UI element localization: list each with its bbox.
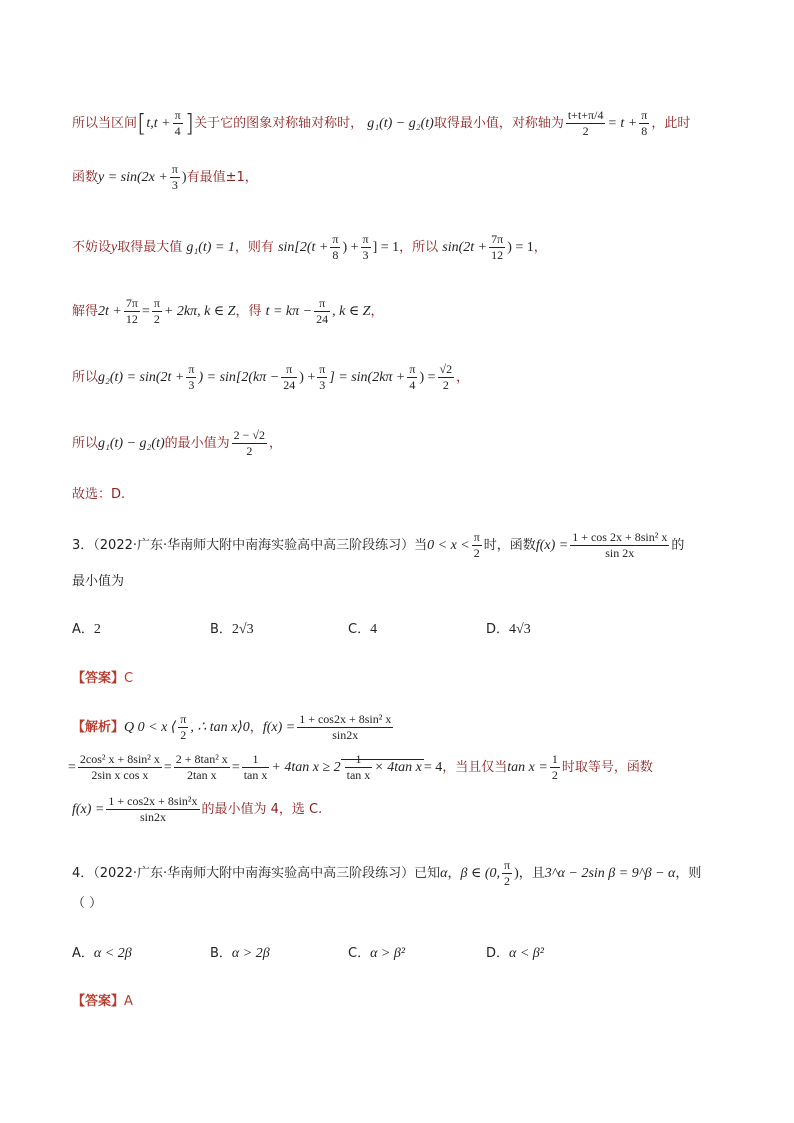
fraction: $\frac{\pi}{4}$ (174, 108, 181, 138)
fraction: $\frac{7\pi}{12}$ (125, 296, 138, 326)
option-a[interactable]: A．2 (72, 622, 101, 637)
fraction: $\frac{\pi}{4}$ (409, 362, 416, 392)
fraction: $\frac{\text{1 + cos2x + 8sin²x}}{\sin 2x}$ (108, 794, 198, 824)
fraction: $\frac{\pi}{3}$ (319, 362, 326, 392)
fraction: $\frac{1}{\text{tan x}}$ (243, 752, 268, 782)
option-c[interactable]: C．4 (348, 622, 378, 637)
bracket-close: ] (184, 109, 195, 138)
question-3-stem-2: 最小值为 (72, 574, 125, 589)
solution-line-2: 函数y = sin(2x + $\frac{\pi}{3}$ )有最值±1， (72, 162, 258, 192)
option-c[interactable]: C．α > β² (348, 946, 406, 961)
option-b[interactable]: B．α > 2β (210, 946, 270, 961)
fraction: $\frac{\pi}{2}$ (473, 530, 480, 560)
solution-line-3: 不妨设y取得最大值 g₁(t) = 1，则有 sin[2(t + $\frac{\pi}{8}$ ) + $\frac{\pi}{3}$ ] = 1，所以 sin(2t + $\frac{7\pi}{12}$ ) = 1， (72, 232, 547, 262)
solution-line-5: 所以g₂(t) = sin(2t + $\frac{\pi}{3}$ ) = sin[2(kπ − $\frac{\pi}{24}$ ) + $\frac{\pi}{3}$ ] = sin(2kπ + $\frac{\pi}{4}$ ) = $\frac{√2}{2}$ ， (72, 362, 470, 392)
text: 所以当区间 (72, 116, 138, 131)
fraction: $\frac{\pi}{24}$ (316, 296, 329, 326)
fraction: $\frac{\text{2 + 8tan² x}}{\text{2tan x}}$ (175, 752, 228, 782)
fraction: $\frac{\pi}{3}$ (171, 162, 178, 192)
option-d[interactable]: D．α < β² (486, 946, 544, 961)
question-3-analysis-2: = $\frac{\text{2cos² x + 8sin² x}}{\text{2sin x cos x}}$ = $\frac{\text{2 + 8tan² x}}{\text{2tan x}}$ = $\frac{1}{\text{tan x}}$ + 4tan x ≥ 2 $\frac{1}{\text{tan x}}$ × 4tan x = 4，当且仅当tan x = $\frac{1}{2}$ 时取等号，函数 (68, 752, 653, 783)
solution-line-6: 所以g₁(t) − g₂(t)的最小值为 $\frac{2 - √2}{2}$ ， (72, 428, 283, 458)
question-4-options (72, 942, 624, 962)
option-d[interactable]: D．4√3 (486, 622, 531, 637)
fraction: $\frac{\pi}{2}$ (153, 296, 160, 326)
option-b[interactable]: B．2√3 (210, 622, 254, 637)
option-a[interactable]: A．α < 2β (72, 946, 132, 961)
math: g₁(t) − g₂(t) (367, 116, 434, 131)
math: t,t + (146, 116, 171, 131)
question-4-answer: 【答案】A (72, 994, 133, 1009)
solution-line-1: 所以当区间[t,t + $\frac{\pi}{4}$ ]关于它的图象对称轴对称时， g₁(t) − g₂(t)取得最小值，对称轴为 $\frac{t+t+\pi/4}{2}$ = t + $\frac{\pi}{8}$ ，此时 (72, 108, 691, 138)
fraction: $\frac{\pi}{3}$ (362, 232, 369, 262)
fraction: $\frac{\pi}{3}$ (188, 362, 195, 392)
bracket-open: [ (137, 109, 147, 138)
fraction: $\frac{\text{2cos² x + 8sin² x}}{\text{2sin x cos x}}$ (79, 752, 160, 782)
fraction: $\frac{1}{2}$ (551, 752, 558, 782)
question-4-stem: 4．（2022·广东·华南师大附中南海实验高中高三阶段练习）已知α，β ∈ (0, $\frac{\pi}{2}$ )，且3^α − 2sin β = 9^β − α，则 (72, 858, 702, 888)
fraction: $\frac{2 - √2}{2}$ (233, 428, 265, 458)
fraction: $\frac{\pi}{8}$ (641, 108, 648, 138)
question-3-answer: 【答案】C (72, 671, 134, 686)
fraction: $\frac{t+t+\pi/4}{2}$ (567, 108, 604, 138)
fraction: $\frac{\pi}{24}$ (283, 362, 296, 392)
fraction: $\frac{\text{1 + cos 2x + 8sin² x}}{\sin 2x}$ (572, 530, 668, 560)
fraction: $\frac{7\pi}{12}$ (491, 232, 504, 262)
question-4-paren: （ ） (72, 896, 103, 911)
sqrt: $\frac{1}{\text{tan x}}$ × 4tan x (341, 759, 424, 775)
solution-conclusion: 故选：D. (72, 487, 126, 502)
math: y = sin(2x + (98, 170, 168, 185)
solution-line-4: 解得2t + $\frac{7\pi}{12}$ = $\frac{\pi}{2}$ + 2kπ, k ∈ Z，得 t = kπ − $\frac{\pi}{24}$ , k ∈ Z， (72, 296, 384, 326)
fraction: $\frac{\text{1 + cos2x + 8sin² x}}{\sin 2x}$ (299, 712, 392, 742)
question-3-options (72, 618, 624, 638)
fraction: $\frac{\pi}{2}$ (180, 712, 187, 742)
question-3-analysis-1: 【解析】Q 0 < x ⟨ $\frac{\pi}{2}$ , ∴ tan x⟩0，f(x) = $\frac{\text{1 + cos2x + 8sin² x}}{\sin 2x}$ (72, 712, 392, 742)
question-3-stem: 3．（2022·广东·华南师大附中南海实验高中高三阶段练习）当0 < x < $\frac{\pi}{2}$ 时，函数f(x) = $\frac{\text{1 + cos 2x + 8sin² x}}{\sin 2x}$ 的 (72, 530, 685, 560)
question-3-analysis-3: f(x) = $\frac{\text{1 + cos2x + 8sin²x}}{\sin 2x}$ 的最小值为 4，选 C. (72, 794, 323, 824)
fraction: $\frac{\pi}{2}$ (504, 858, 511, 888)
fraction: $\frac{\pi}{8}$ (332, 232, 339, 262)
fraction: $\frac{1}{\text{tan x}}$ (346, 752, 371, 783)
fraction: $\frac{√2}{2}$ (439, 362, 453, 392)
